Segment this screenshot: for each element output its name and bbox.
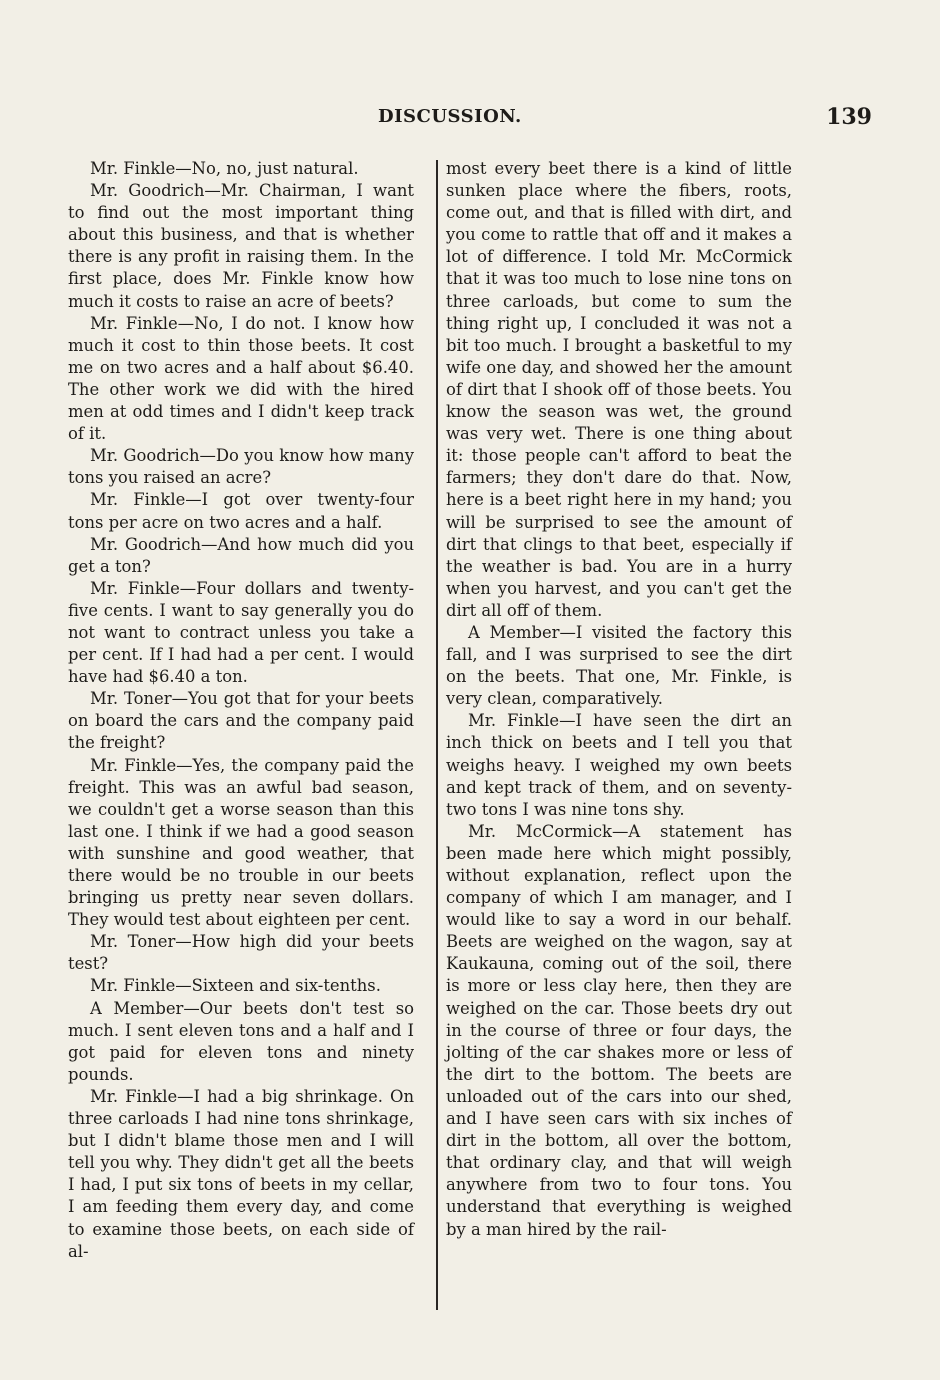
paragraph: Mr. Toner—How high did your beets test? bbox=[68, 932, 414, 974]
paragraph: Mr. Goodrich—Mr. Chairman, I want to find out the most important thing about this business, and that is whether there is any profit in raising them. In the first place, does Mr. Finkle know how much it costs to raise an acre of beets? bbox=[68, 181, 414, 311]
paragraph: A Member—Our beets don't test so much. I sent eleven tons and a half and I got paid for eleven tons and ninety pounds. bbox=[68, 998, 414, 1084]
right-column bbox=[446, 158, 792, 1241]
paragraph: Mr. Finkle—Yes, the company paid the freight. This was an awful bad season, we couldn't get a worse season than this last one. I think if we had a good season with sunshine and good weather, that there would be no trouble in our beets bringing us pretty near seven dollars. They would test about eighteen per cent. bbox=[68, 755, 414, 930]
left-column bbox=[68, 158, 414, 1263]
paragraph: Mr. Finkle—I had a big shrinkage. On three carloads I had nine tons shrinkage, but I didn't blame those men and I will tell you why. They didn't get all the beets I had, I put six tons of beets in my cellar, I am feeding them every day, and come to examine those beets, on each side of al- bbox=[68, 1086, 414, 1261]
paragraph: Mr. Finkle—Sixteen and six-tenths. bbox=[90, 976, 381, 996]
paragraph: most every beet there is a kind of little sunken place where the fibers, roots, come out, and that is filled with dirt, and you come to rattle that off and it makes a lot of difference. I told Mr. McCormick that it was too much to lose nine tons on three carloads, but come to sum the thing right up, I concluded it was not a bit too much. I brought a basketful to my wife one day, and showed her the amount of dirt that I shook off of those beets. You know the season was wet, the ground was very wet. There is one thing about it: those people can't afford to beat the farmers; they don't dare do that. Now, here is a beet right here in my hand; you will be surprised to see the amount of dirt that clings to that beet, especially if the weather is bad. You are in a hurry when you harvest, and you can't get the dirt all off of them. bbox=[446, 159, 792, 620]
paragraph: Mr. Finkle—No, no, just natural. bbox=[90, 159, 359, 178]
paragraph: Mr. Goodrich—And how much did you get a ton? bbox=[68, 534, 414, 576]
paragraph: Mr. Finkle—No, I do not. I know how much it cost to thin those beets. It cost me on two acres and a half about $6.40. The other work we did with the hired men at odd times and I didn't keep track of it. bbox=[68, 313, 414, 444]
paragraph: Mr. Finkle—I have seen the dirt an inch thick on beets and I tell you that weighs heavy. I weighed my own beets and kept track of them, and on seventy-two tons I was nine tons shy. bbox=[446, 711, 792, 819]
column-divider bbox=[436, 160, 438, 1310]
paragraph: Mr. Goodrich—Do you know how many tons you raised an acre? bbox=[68, 446, 414, 488]
paragraph: Mr. Finkle—I got over twenty-four tons per acre on two acres and a half. bbox=[68, 490, 414, 532]
page-number: 139 bbox=[826, 104, 872, 130]
paragraph: Mr. Toner—You got that for your beets on board the cars and the company paid the freight? bbox=[68, 689, 414, 753]
running-title: DISCUSSION. bbox=[378, 106, 522, 127]
paragraph: Mr. Finkle—Four dollars and twenty-five cents. I want to say generally you do not want to contract unless you take a per cent. If I had had a per cent. I would have had $6.40 a ton. bbox=[68, 578, 414, 687]
paragraph: A Member—I visited the factory this fall, and I was surprised to see the dirt on the beets. That one, Mr. Finkle, is very clean, comparatively. bbox=[446, 622, 792, 709]
paragraph: Mr. McCormick—A statement has been made here which might possibly, without explanation, reflect upon the company of which I am manager, and I would like to say a word in our behalf. Beets are weighed on the wagon, say at Kaukauna, coming out of the soil, there is more or less clay here, then they are weighed on the car. Those beets dry out in the course of three or four days, the jolting of the car shakes more or less of the dirt to the bottom. The beets are unloaded out of the cars into our shed, and I have seen cars with six inches of dirt in the bottom, all over the bottom, that ordinary clay, and that will weigh anywhere from two to four tons. You understand that everything is weighed by a man hired by the rail- bbox=[446, 821, 792, 1239]
page-header bbox=[60, 104, 872, 138]
